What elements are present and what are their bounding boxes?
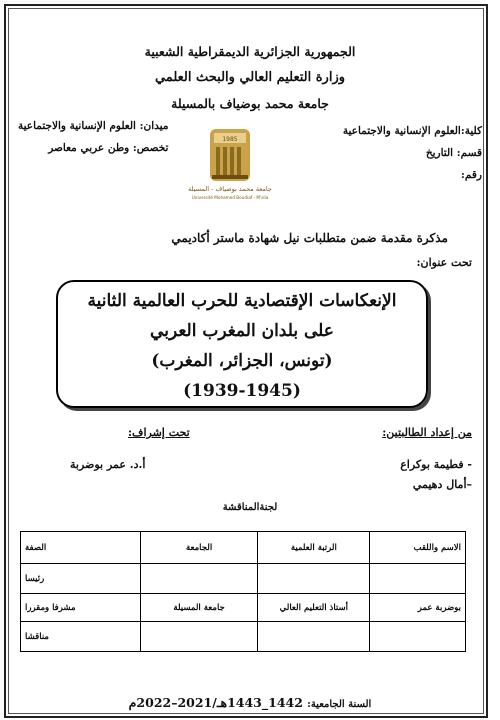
student-name-2: –أمال دهيمي: [412, 478, 472, 491]
specialty-line: تخصص: وطن عربي معاصر: [48, 142, 169, 154]
academic-year-label: السنة الجامعية:: [307, 699, 372, 710]
students-label: من إعداد الطالبتين:: [382, 426, 472, 439]
logo-pillar-1: [216, 147, 220, 175]
university-logo: [180, 125, 280, 205]
cell-name: [370, 622, 466, 652]
faculty-block: [343, 120, 482, 186]
table-row: [21, 564, 466, 594]
title-line-2: على بلدان المغرب العربي: [150, 321, 334, 341]
cell-university: [140, 622, 258, 652]
table-row: [21, 594, 466, 622]
faculty-line: كلية:العلوم الإنسانية والاجتماعية: [342, 125, 482, 137]
title-line-1: الإنعكاسات الإقتصادية للحرب العالمية الثانية: [87, 291, 397, 311]
academic-year-value: 1442_1443هـ/2021–2022م: [128, 695, 303, 710]
ministry-header: وزارة التعليم العالي والبحث العلمي: [154, 70, 346, 85]
logo-pillar-4: [237, 147, 241, 175]
cell-name: [370, 564, 466, 594]
cell-role: مناقشا: [21, 622, 141, 652]
cell-rank: [258, 564, 370, 594]
cell-university: جامعة المسيلة: [140, 594, 258, 622]
academic-year: [0, 695, 500, 710]
cell-university: [140, 564, 258, 594]
logo-name-en: Université Mohamed Boudiaf - M'sila: [191, 195, 269, 200]
header-university: الجامعة: [140, 532, 258, 564]
committee-table: [20, 531, 466, 652]
header-rank: الرتبة العلمية: [258, 532, 370, 564]
republic-header: الجمهورية الجزائرية الديمقراطية الشعبية: [144, 44, 356, 59]
subject-label: تحت عنوان:: [416, 256, 472, 269]
cell-rank: [258, 622, 370, 652]
title-line-3: (تونس، الجزائر، المغرب): [151, 351, 333, 371]
supervision-label: تحت إشراف:: [128, 426, 190, 439]
number-line: رقم:: [461, 169, 482, 181]
supervisor-name: أ.د. عمر بوضربة: [70, 458, 146, 471]
logo-base: [212, 175, 248, 179]
header-role: الصفة: [21, 532, 141, 564]
cell-rank: أستاذ التعليم العالي: [258, 594, 370, 622]
header-name: الاسم واللقب: [370, 532, 466, 564]
committee-title: لجنةالمناقشة: [222, 502, 278, 513]
table-row: [21, 622, 466, 652]
student-name-1: - فطيمة بوكراع: [400, 458, 472, 471]
department-line: قسم: التاريخ: [425, 147, 482, 159]
table-header-row: [21, 532, 466, 564]
cell-role: مشرفا ومقررا: [21, 594, 141, 622]
field-block: [18, 115, 168, 159]
cell-name: بوضربة عمر: [370, 594, 466, 622]
cell-role: رئيسا: [21, 564, 141, 594]
logo-name-ar: جامعة محمد بوضياف - المسيلة: [188, 185, 272, 193]
thesis-type: مذكرة مقدمة ضمن متطلبات نيل شهادة ماستر أكاديمي: [171, 231, 448, 245]
title-line-4: (1939-1945): [183, 381, 301, 401]
field-line: ميدان: العلوم الإنسانية والاجتماعية: [18, 120, 169, 132]
logo-pillar-3: [230, 147, 234, 175]
thesis-title-box: [56, 280, 428, 408]
logo-pillar-2: [223, 147, 227, 175]
university-header: جامعة محمد بوضياف بالمسيلة: [171, 96, 329, 111]
logo-year: 1985: [222, 136, 238, 143]
